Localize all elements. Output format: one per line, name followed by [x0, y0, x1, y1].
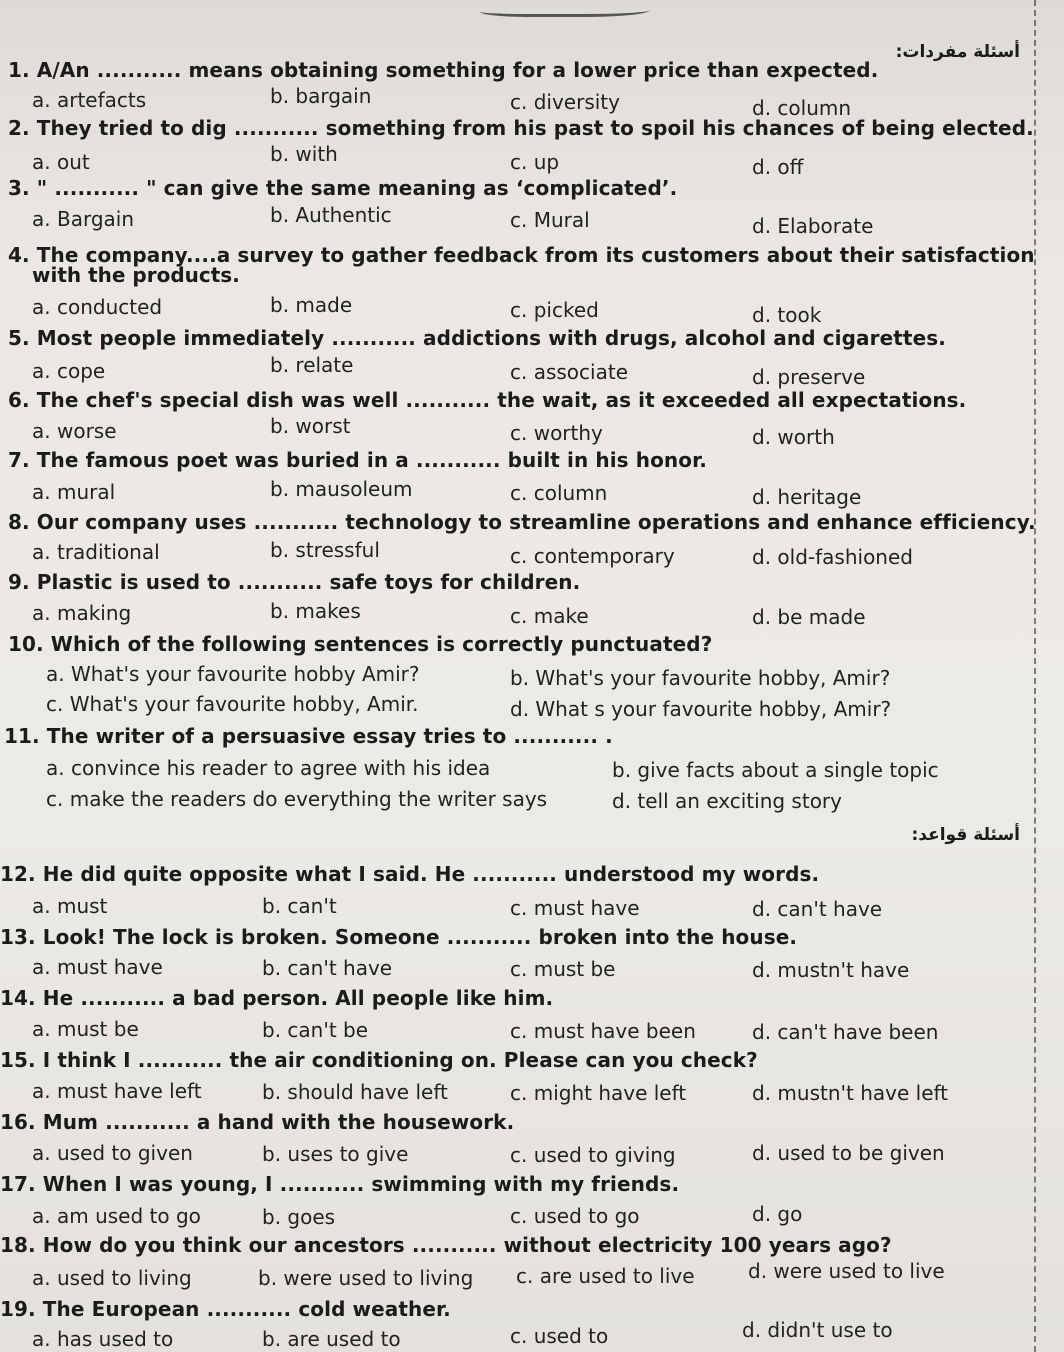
question-7-option-c[interactable]: c. column	[510, 481, 608, 505]
question-14-option-d[interactable]: d. can't have been	[752, 1020, 939, 1044]
question-14-option-c[interactable]: c. must have been	[510, 1019, 696, 1043]
question-1-option-c[interactable]: c. diversity	[510, 90, 620, 114]
question-3-option-b[interactable]: b. Authentic	[270, 203, 392, 227]
question-8-option-c[interactable]: c. contemporary	[510, 544, 675, 568]
question-11-option-a[interactable]: a. convince his reader to agree with his idea	[46, 756, 491, 780]
question-5-option-d[interactable]: d. preserve	[752, 365, 866, 389]
question-17-option-c[interactable]: c. used to go	[510, 1204, 640, 1228]
question-1-option-d[interactable]: d. column	[752, 96, 852, 120]
question-1-option-b[interactable]: b. bargain	[270, 84, 372, 108]
question-18-option-b[interactable]: b. were used to living	[258, 1266, 474, 1290]
question-6-stem: 6. The chef's special dish was well ........... the wait, as it exceeded all expectations.	[8, 388, 967, 412]
question-16-stem: 16. Mum ........... a hand with the housework.	[0, 1110, 515, 1134]
section-title-grammar: أسئلة قواعد:	[911, 825, 1020, 845]
question-2-option-c[interactable]: c. up	[510, 150, 560, 174]
question-7-stem: 7. The famous poet was buried in a ........... built in his honor.	[8, 448, 707, 472]
question-4-option-a[interactable]: a. conducted	[32, 295, 163, 319]
question-1-option-a[interactable]: a. artefacts	[32, 88, 147, 112]
question-4-option-b[interactable]: b. made	[270, 293, 353, 317]
question-5-stem: 5. Most people immediately ........... addictions with drugs, alcohol and cigarettes.	[8, 326, 946, 350]
question-4-option-c[interactable]: c. picked	[510, 298, 599, 322]
question-2-option-d[interactable]: d. off	[752, 155, 804, 179]
dashed-margin-line	[1034, 0, 1036, 1352]
question-6-option-a[interactable]: a. worse	[32, 419, 117, 443]
question-3-option-c[interactable]: c. Mural	[510, 208, 590, 232]
question-9-option-d[interactable]: d. be made	[752, 605, 866, 629]
question-11-option-d[interactable]: d. tell an exciting story	[612, 789, 842, 813]
question-16-option-b[interactable]: b. uses to give	[262, 1142, 409, 1166]
question-3-option-a[interactable]: a. Bargain	[32, 207, 135, 231]
question-6-option-d[interactable]: d. worth	[752, 425, 835, 449]
question-4-stem: 4. The company....a survey to gather feedback from its customers about their satisfaction	[8, 243, 1035, 267]
question-13-stem: 13. Look! The lock is broken. Someone ........... broken into the house.	[0, 925, 798, 949]
question-13-option-a[interactable]: a. must have	[32, 955, 163, 979]
question-12-option-a[interactable]: a. must	[32, 894, 108, 918]
question-9-stem: 9. Plastic is used to ........... safe toys for children.	[8, 570, 581, 594]
question-16-option-a[interactable]: a. used to given	[32, 1141, 193, 1165]
question-19-option-b[interactable]: b. are used to	[262, 1327, 401, 1351]
question-15-option-b[interactable]: b. should have left	[262, 1080, 448, 1104]
question-19-option-a[interactable]: a. has used to	[32, 1327, 174, 1351]
question-6-option-c[interactable]: c. worthy	[510, 421, 603, 445]
question-17-option-a[interactable]: a. am used to go	[32, 1204, 201, 1228]
question-2-option-b[interactable]: b. with	[270, 142, 338, 166]
question-10-option-a[interactable]: a. What's your favourite hobby Amir?	[46, 662, 420, 686]
question-17-option-d[interactable]: d. go	[752, 1202, 803, 1226]
question-18-option-d[interactable]: d. were used to live	[748, 1259, 945, 1283]
question-3-option-d[interactable]: d. Elaborate	[752, 214, 874, 238]
question-14-stem: 14. He ........... a bad person. All people like him.	[0, 986, 554, 1010]
question-14-option-b[interactable]: b. can't be	[262, 1018, 369, 1042]
question-7-option-b[interactable]: b. mausoleum	[270, 477, 413, 501]
question-19-option-d[interactable]: d. didn't use to	[742, 1318, 893, 1342]
question-5-option-c[interactable]: c. associate	[510, 360, 628, 384]
question-15-option-d[interactable]: d. mustn't have left	[752, 1081, 949, 1105]
question-16-option-d[interactable]: d. used to be given	[752, 1141, 945, 1165]
question-9-option-c[interactable]: c. make	[510, 604, 589, 628]
question-1-stem: 1. A/An ........... means obtaining something for a lower price than expected.	[8, 58, 879, 82]
question-5-option-a[interactable]: a. cope	[32, 359, 106, 383]
question-18-option-c[interactable]: c. are used to live	[516, 1264, 695, 1288]
question-8-option-a[interactable]: a. traditional	[32, 540, 160, 564]
question-12-option-d[interactable]: d. can't have	[752, 897, 883, 921]
question-11-option-b[interactable]: b. give facts about a single topic	[612, 758, 939, 782]
question-4-stem-continued: with the products.	[32, 263, 240, 287]
question-15-stem: 15. I think I ........... the air conditioning on. Please can you check?	[0, 1048, 758, 1072]
question-12-stem: 12. He did quite opposite what I said. He ........... understood my words.	[0, 862, 820, 886]
question-6-option-b[interactable]: b. worst	[270, 414, 351, 438]
question-8-option-b[interactable]: b. stressful	[270, 538, 380, 562]
question-9-option-a[interactable]: a. making	[32, 601, 132, 625]
question-18-option-a[interactable]: a. used to living	[32, 1266, 192, 1290]
question-13-option-d[interactable]: d. mustn't have	[752, 958, 910, 982]
question-9-option-b[interactable]: b. makes	[270, 599, 361, 623]
question-7-option-a[interactable]: a. mural	[32, 480, 116, 504]
question-14-option-a[interactable]: a. must be	[32, 1017, 139, 1041]
question-8-option-d[interactable]: d. old-fashioned	[752, 545, 913, 569]
question-10-option-c[interactable]: c. What's your favourite hobby, Amir.	[46, 692, 419, 716]
question-13-option-b[interactable]: b. can't have	[262, 956, 393, 980]
question-2-stem: 2. They tried to dig ........... something from his past to spoil his chances of being elected.	[8, 116, 1034, 140]
question-11-stem: 11. The writer of a persuasive essay tries to ........... .	[4, 724, 613, 748]
question-10-option-d[interactable]: d. What s your favourite hobby, Amir?	[510, 697, 892, 721]
question-19-stem: 19. The European ........... cold weather.	[0, 1297, 451, 1321]
question-17-option-b[interactable]: b. goes	[262, 1205, 336, 1229]
question-10-option-b[interactable]: b. What's your favourite hobby, Amir?	[510, 666, 891, 690]
question-15-option-a[interactable]: a. must have left	[32, 1079, 202, 1103]
pen-scribble	[480, 0, 650, 17]
question-11-option-c[interactable]: c. make the readers do everything the writer says	[46, 787, 548, 811]
question-2-option-a[interactable]: a. out	[32, 150, 90, 174]
section-title-vocabulary: أسئلة مفردات:	[895, 42, 1020, 62]
question-4-option-d[interactable]: d. took	[752, 303, 822, 327]
question-5-option-b[interactable]: b. relate	[270, 353, 354, 377]
question-19-option-c[interactable]: c. used to	[510, 1324, 609, 1348]
question-16-option-c[interactable]: c. used to giving	[510, 1143, 676, 1167]
question-8-stem: 8. Our company uses ........... technology to streamline operations and enhance efficiency.	[8, 510, 1036, 534]
question-18-stem: 18. How do you think our ancestors ........... without electricity 100 years ago?	[0, 1233, 892, 1257]
question-3-stem: 3. " ........... " can give the same meaning as ‘complicated’.	[8, 176, 678, 200]
question-12-option-c[interactable]: c. must have	[510, 896, 640, 920]
question-12-option-b[interactable]: b. can't	[262, 894, 337, 918]
question-17-stem: 17. When I was young, I ........... swimming with my friends.	[0, 1172, 680, 1196]
question-13-option-c[interactable]: c. must be	[510, 957, 616, 981]
question-15-option-c[interactable]: c. might have left	[510, 1081, 687, 1105]
question-7-option-d[interactable]: d. heritage	[752, 485, 862, 509]
question-10-stem: 10. Which of the following sentences is correctly punctuated?	[8, 632, 713, 656]
